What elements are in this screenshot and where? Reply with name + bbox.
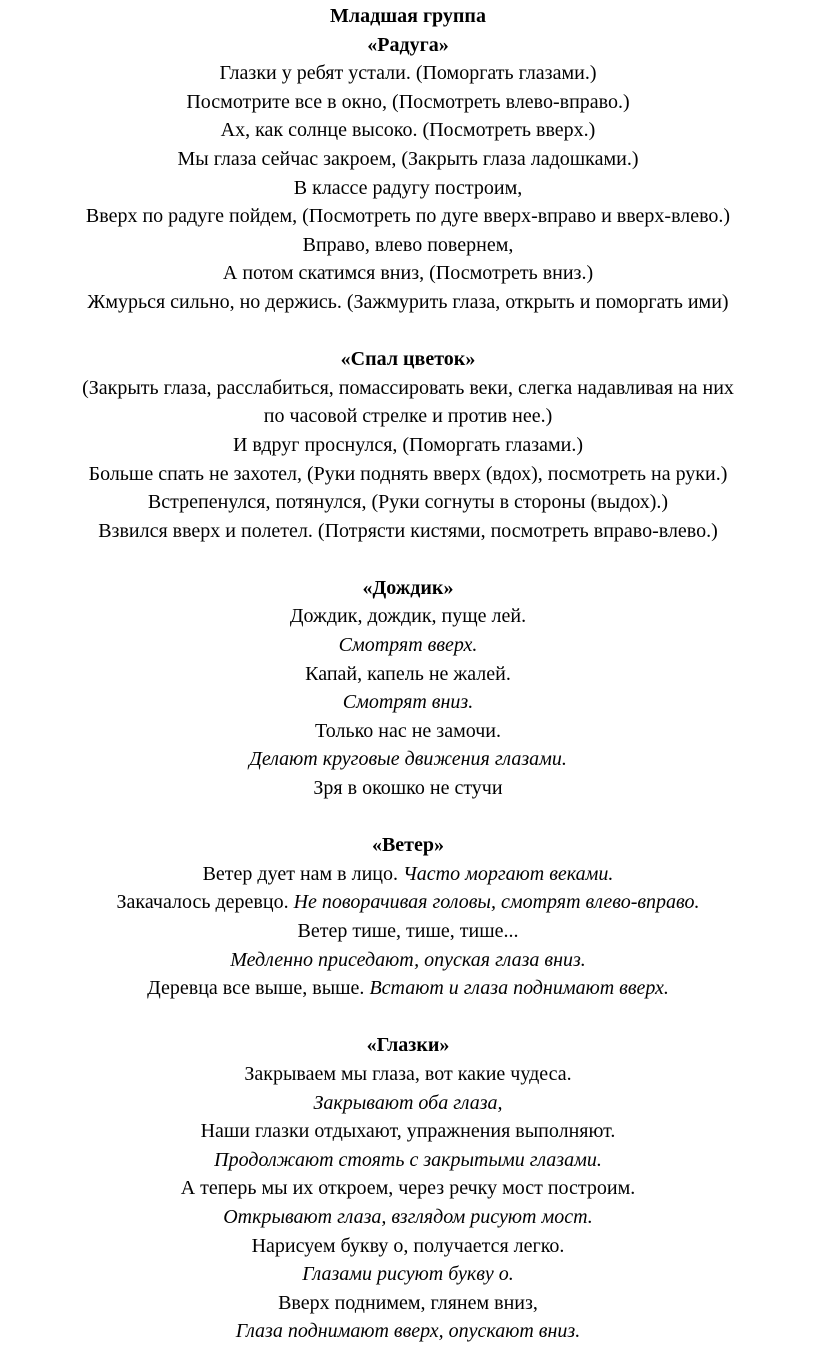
verse-text: Зря в окошко не стучи	[313, 777, 503, 800]
verse-text: Только нас не замочи.	[315, 719, 501, 742]
instruction-text: Часто моргают веками.	[403, 862, 614, 885]
verse-line	[0, 631, 816, 660]
instruction-text: Глазами рисуют букву о.	[302, 1263, 514, 1286]
verse-text: Деревца все выше, выше.	[147, 977, 370, 1000]
verse-line	[0, 974, 816, 1003]
verse-text: В классе радугу построим,	[293, 176, 523, 199]
verse-text: (Закрыть глаза, расслабиться, помассировать веки, слегка надавливая на них	[82, 376, 734, 399]
verse-text: И вдруг проснулся, (Поморгать глазами.)	[232, 433, 584, 456]
instruction-text: Смотрят вверх.	[338, 634, 478, 657]
instruction-text: Не поворачивая головы, смотрят влево-вправо.	[293, 891, 700, 914]
verse-text: Вверх по радуге пойдем, (Посмотреть по дуге вверх-вправо и вверх-влево.)	[85, 205, 731, 228]
verse-line	[0, 517, 816, 546]
instruction-text: Открывают глаза, взглядом рисуют мост.	[223, 1205, 593, 1228]
verse-line	[0, 431, 816, 460]
verse-line	[0, 88, 816, 117]
verse-line	[0, 946, 816, 975]
verse-line	[0, 602, 816, 631]
verse-text: Закачалось деревцо.	[116, 891, 294, 914]
verse-text: Закрываем мы глаза, вот какие чудеса.	[244, 1062, 572, 1085]
verse-line	[0, 116, 816, 145]
section-title: «Дождик»	[362, 576, 454, 599]
verse-text: Встрепенулся, потянулся, (Руки согнуты в стороны (выдох).)	[147, 491, 669, 514]
verse-line	[0, 1232, 816, 1261]
verse-line	[0, 1289, 816, 1318]
verse-line	[0, 1146, 816, 1175]
verse-line	[0, 774, 816, 803]
verse-line	[0, 888, 816, 917]
verse-text: Мы глаза сейчас закроем, (Закрыть глаза ладошками.)	[177, 147, 639, 170]
verse-line	[0, 145, 816, 174]
section-spacer	[0, 545, 816, 574]
verse-text: Взвился вверх и полетел. (Потрясти кистями, посмотреть вправо-влево.)	[98, 519, 718, 542]
verse-line	[0, 202, 816, 231]
verse-text: А потом скатимся вниз, (Посмотреть вниз.)	[222, 262, 594, 285]
instruction-text: Продолжают стоять с закрытыми глазами.	[214, 1148, 602, 1171]
verse-text: Больше спать не захотел, (Руки поднять вверх (вдох), посмотреть на руки.)	[88, 462, 728, 485]
section-spacer	[0, 1003, 816, 1032]
section-title: «Глазки»	[366, 1034, 450, 1057]
verse-text: Наши глазки отдыхают, упражнения выполняют.	[200, 1120, 616, 1143]
verse-text: Ветер дует нам в лицо.	[202, 862, 404, 885]
verse-line	[0, 288, 816, 317]
verse-text: Дождик, дождик, пуще лей.	[289, 605, 527, 628]
verse-text: Посмотрите все в окно, (Посмотреть влево-вправо.)	[186, 90, 630, 113]
section-spacer	[0, 317, 816, 346]
section-title: «Радуга»	[367, 33, 449, 56]
instruction-text: Медленно приседают, опуская глаза вниз.	[230, 948, 586, 971]
verse-text: по часовой стрелке и против нее.)	[263, 405, 553, 428]
verse-text: Ах, как солнце высоко. (Посмотреть вверх.)	[220, 119, 596, 142]
verse-line	[0, 259, 816, 288]
section-title: «Спал цветок»	[340, 348, 476, 371]
instruction-text: Встают и глаза поднимают вверх.	[369, 977, 669, 1000]
verse-line	[0, 59, 816, 88]
verse-text: Глазки у ребят устали. (Поморгать глазами.)	[219, 62, 597, 85]
verse-line	[0, 174, 816, 203]
verse-line	[0, 1089, 816, 1118]
verse-line	[0, 1174, 816, 1203]
verse-line	[0, 460, 816, 489]
verse-text: Вправо, влево повернем,	[302, 233, 514, 256]
verse-line	[0, 231, 816, 260]
verse-line	[0, 917, 816, 946]
verse-text: Ветер тише, тише, тише...	[297, 920, 519, 942]
instruction-text: Делают круговые движения глазами.	[249, 748, 567, 771]
verse-line	[0, 1203, 816, 1232]
verse-line	[0, 374, 816, 403]
group-title: Младшая группа	[330, 5, 486, 27]
section-title: «Ветер»	[371, 834, 445, 857]
section-spacer	[0, 803, 816, 832]
verse-line	[0, 660, 816, 689]
verse-line	[0, 1260, 816, 1289]
verse-line	[0, 488, 816, 517]
verse-text: Вверх поднимем, глянем вниз,	[278, 1291, 538, 1314]
instruction-text: Смотрят вниз.	[342, 691, 474, 714]
verse-text: А теперь мы их откроем, через речку мост построим.	[180, 1177, 636, 1200]
verse-text: Жмурься сильно, но держись. (Зажмурить глаза, открыть и поморгать ими)	[87, 290, 729, 313]
verse-line	[0, 402, 816, 431]
verse-line	[0, 745, 816, 774]
verse-line	[0, 1060, 816, 1089]
instruction-text: Закрывают оба глаза,	[313, 1091, 503, 1114]
instruction-text: Глаза поднимают вверх, опускают вниз.	[235, 1320, 581, 1343]
verse-line	[0, 717, 816, 746]
verse-line	[0, 688, 816, 717]
verse-text: Капай, капель не жалей.	[305, 662, 511, 685]
verse-line	[0, 860, 816, 889]
verse-text: Нарисуем букву о, получается легко.	[251, 1234, 565, 1257]
verse-line	[0, 1117, 816, 1146]
